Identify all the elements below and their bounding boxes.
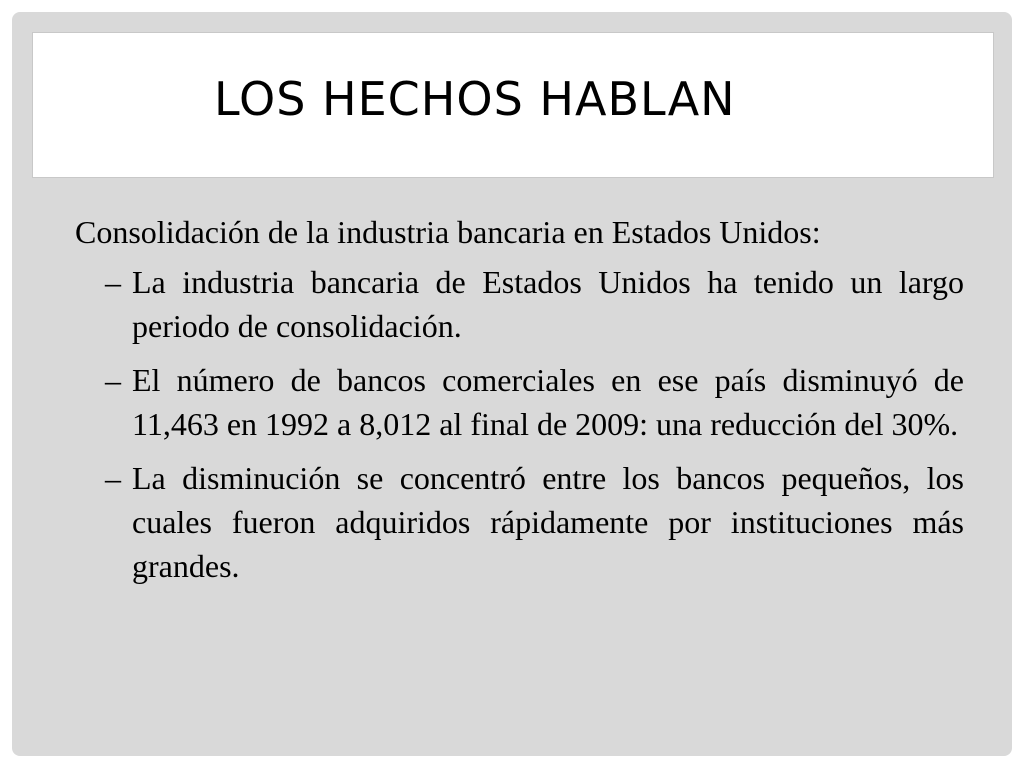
sub-point-text: La disminución se concentró entre los bancos pequeños, los cuales fueron adquiridos rápidamente por instituciones más grandes. xyxy=(132,460,964,584)
sub-point xyxy=(75,260,964,348)
sub-point-list xyxy=(75,260,964,588)
slide-title: LOS HECHOS HABLAN xyxy=(214,72,736,126)
sub-point xyxy=(75,456,964,588)
slide-content xyxy=(75,210,964,598)
sub-point-text: El número de bancos comerciales en ese país disminuyó de 11,463 en 1992 a 8,012 al final de 2009: una reducción del 30%. xyxy=(132,362,964,442)
slide xyxy=(12,12,1012,756)
sub-point-text: La industria bancaria de Estados Unidos ha tenido un largo periodo de consolidación. xyxy=(132,264,964,344)
main-point: Consolidación de la industria bancaria en Estados Unidos: xyxy=(75,214,821,250)
sub-point xyxy=(75,358,964,446)
dash-bullet-icon: – xyxy=(105,362,121,398)
dash-bullet-icon: – xyxy=(105,460,121,496)
dash-bullet-icon: – xyxy=(105,264,121,300)
